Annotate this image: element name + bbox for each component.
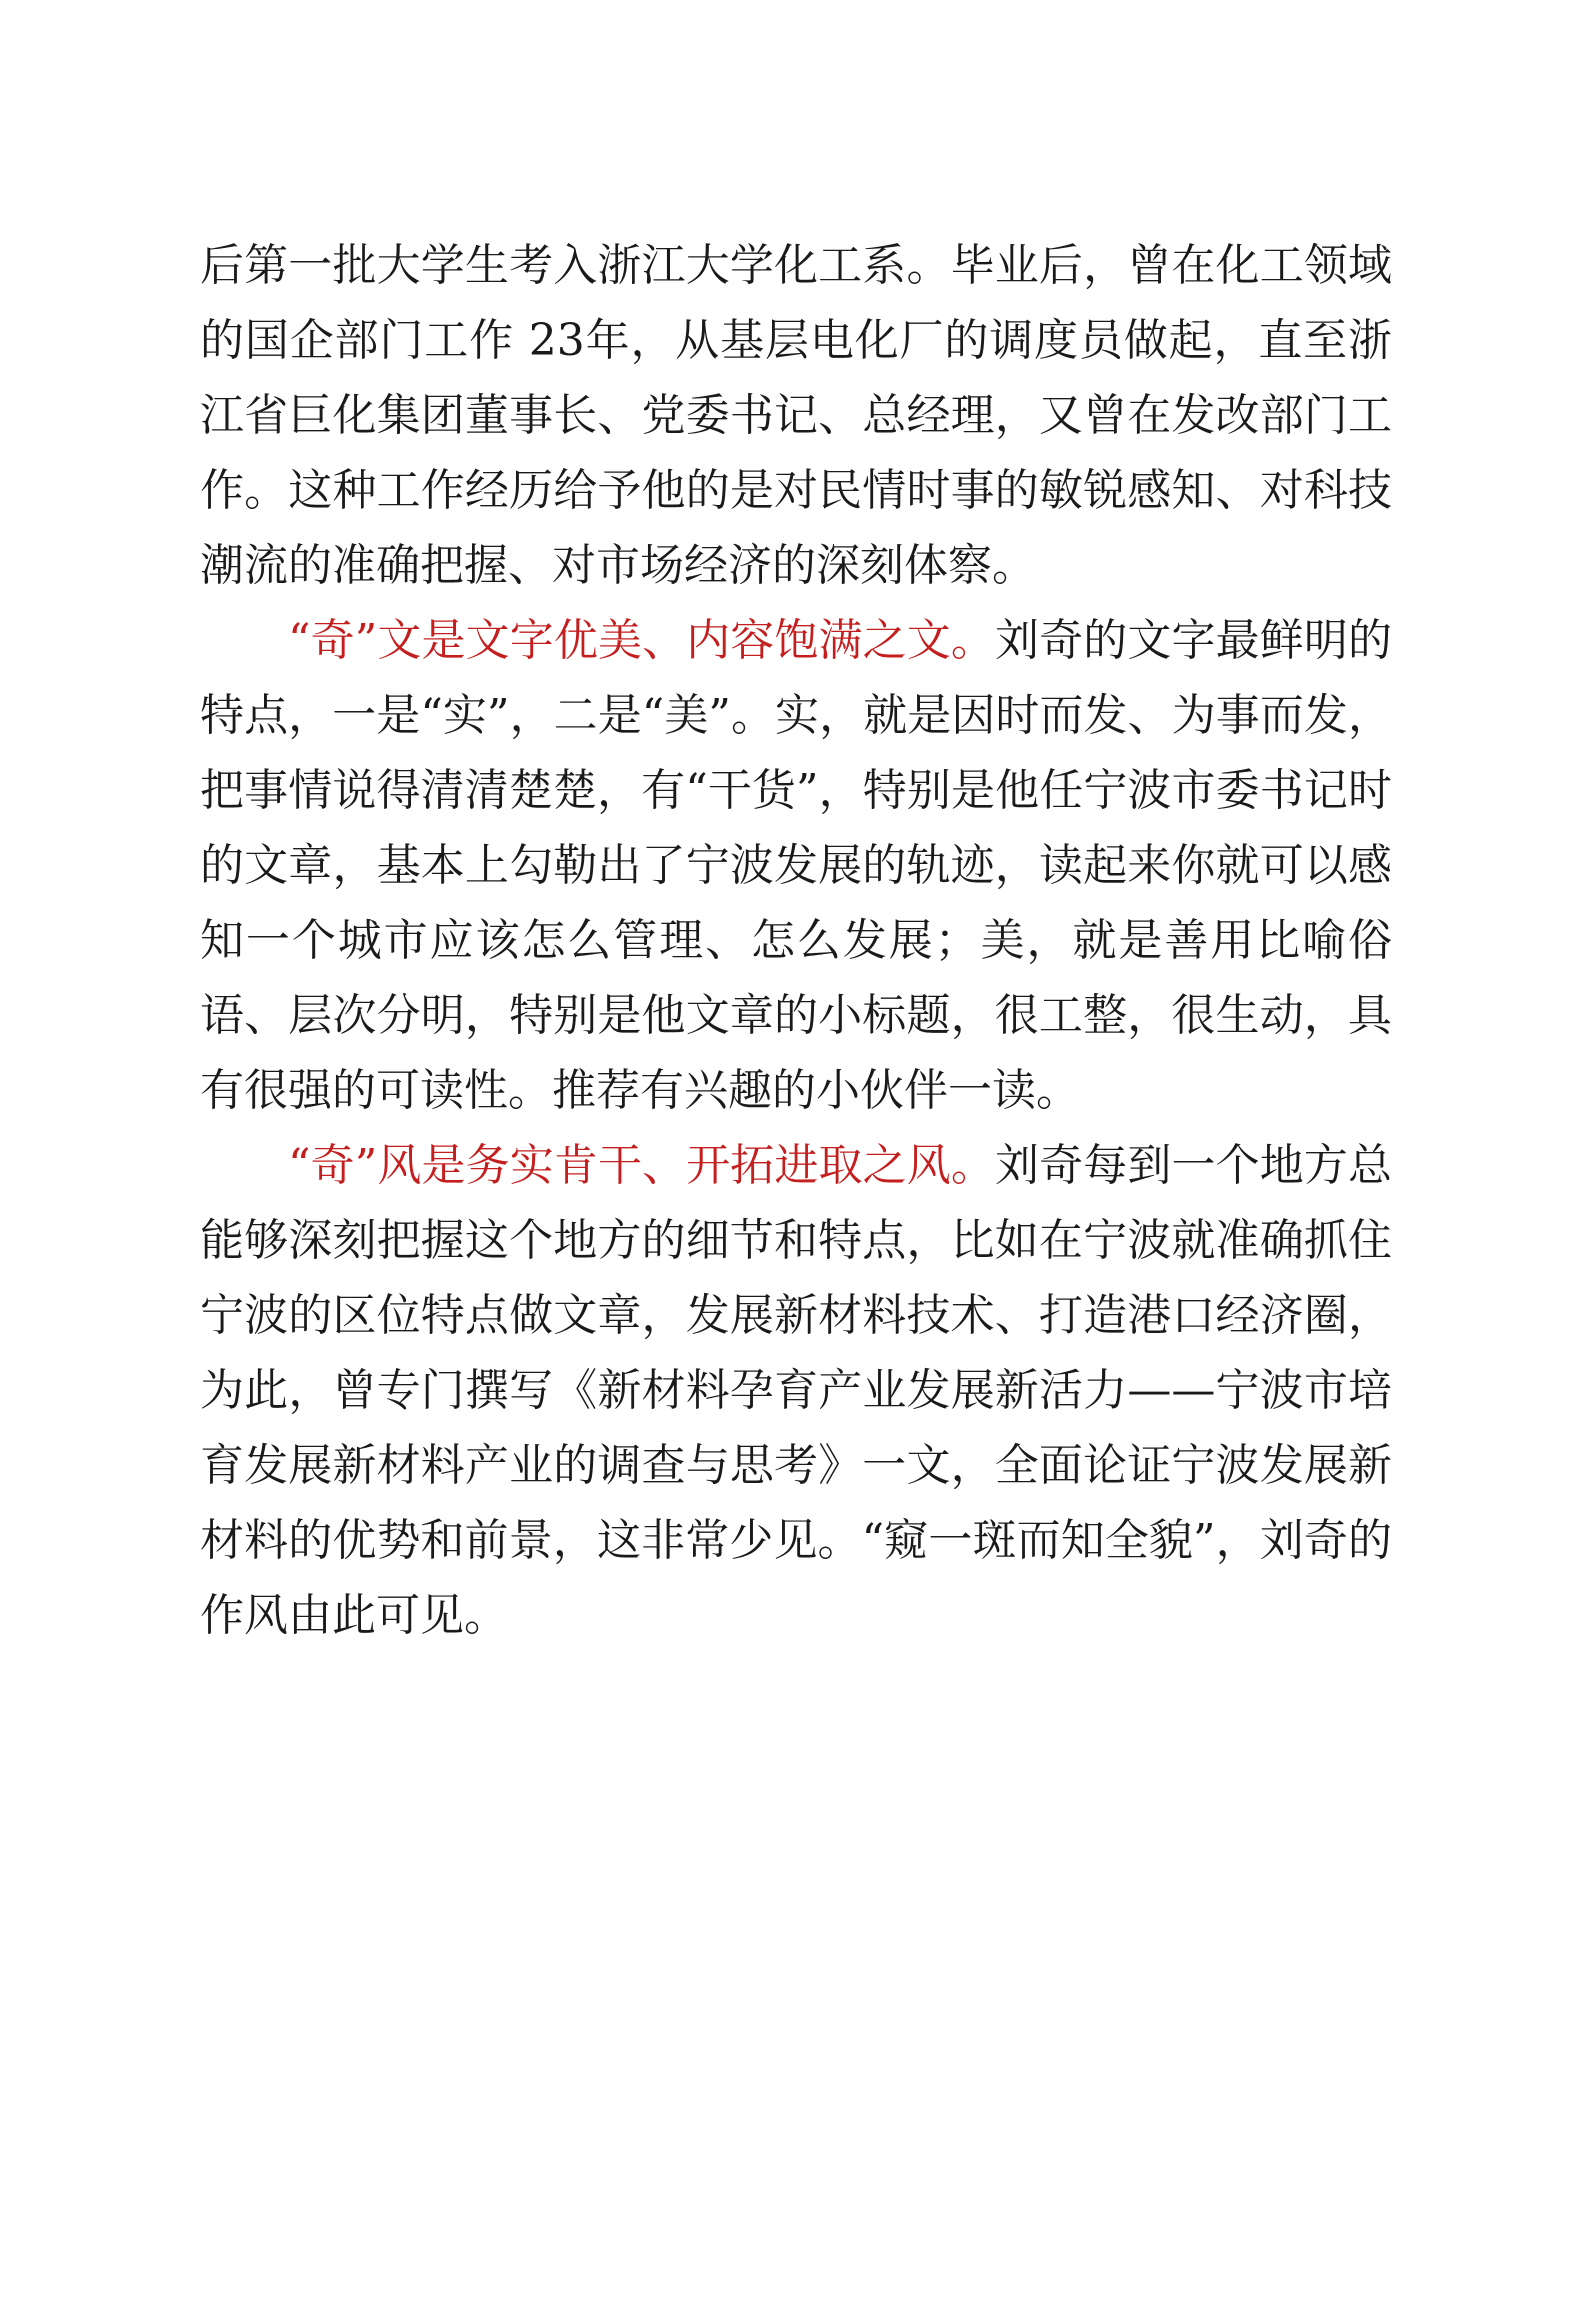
paragraph-career xyxy=(200,228,1392,603)
paragraph-highlight-heading: “奇”风是务实肯干、开拓进取之风。 xyxy=(288,1140,996,1191)
paragraph-writing-style xyxy=(200,603,1392,1128)
paragraph-work-style xyxy=(200,1128,1392,1653)
paragraph-highlight-heading: “奇”文是文字优美、内容饱满之文。 xyxy=(288,615,996,666)
article-body xyxy=(200,228,1392,1653)
paragraph-text: 后第一批大学生考入浙江大学化工系。毕业后，曾在化工领域的国企部门工作 23年，从基层电化厂的调度员做起，直至浙江省巨化集团董事长、党委书记、总经理，又曾在发改部门工作。这种工作经历给予他的是对民情时事的敏锐感知、对科技潮流的准确把握、对市场经济的深刻体察。 xyxy=(200,240,1392,591)
paragraph-text: 刘奇的文字最鲜明的特点，一是“实”，二是“美”。实，就是因时而发、为事而发，把事情说得清清楚楚，有“干货”，特别是他任宁波市委书记时的文章，基本上勾勒出了宁波发展的轨迹，读起来你就可以感知一个城市应该怎么管理、怎么发展；美，就是善用比喻俗语、层次分明，特别是他文章的小标题，很工整，很生动，具有很强的可读性。推荐有兴趣的小伙伴一读。 xyxy=(200,615,1392,1116)
paragraph-text: 刘奇每到一个地方总能够深刻把握这个地方的细节和特点，比如在宁波就准确抓住宁波的区位特点做文章，发展新材料技术、打造港口经济圈，为此，曾专门撰写《新材料孕育产业发展新活力——宁波市培育发展新材料产业的调查与思考》一文，全面论证宁波发展新材料的优势和前景，这非常少见。“窥一斑而知全貌”，刘奇的作风由此可见。 xyxy=(200,1140,1392,1641)
